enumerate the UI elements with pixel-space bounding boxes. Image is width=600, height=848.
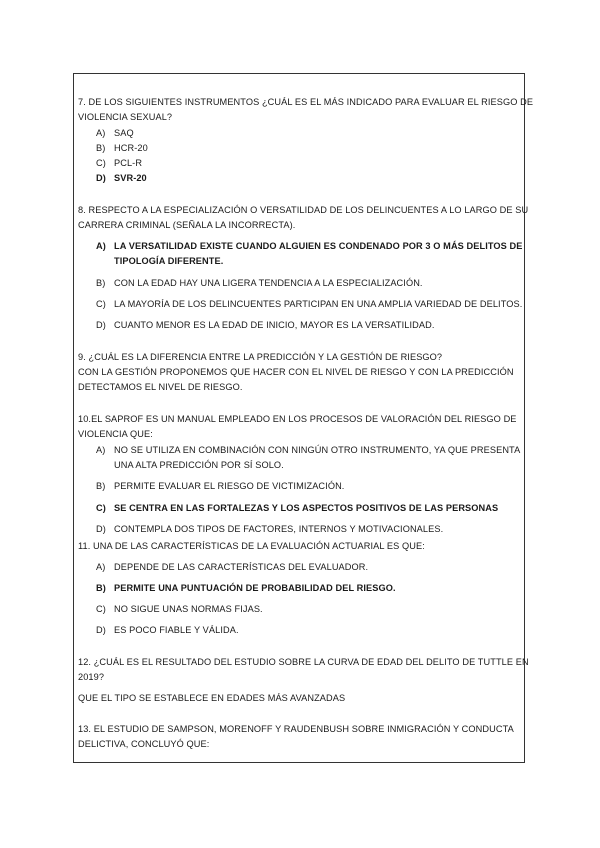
q11-option-b: PERMITE UNA PUNTUACIÓN DE PROBABILIDAD DEL RIESGO. bbox=[114, 583, 396, 593]
q8-option-c-letter: C) bbox=[96, 299, 106, 309]
q10-option-c: SE CENTRA EN LAS FORTALEZAS Y LOS ASPECTOS POSITIVOS DE LAS PERSONAS bbox=[114, 503, 499, 513]
q10-option-a: NO SE UTILIZA EN COMBINACIÓN CON NINGÚN OTRO INSTRUMENTO, YA QUE PRESENTA bbox=[114, 445, 521, 455]
q8-option-d: CUANTO MENOR ES LA EDAD DE INICIO, MAYOR ES LA VERSATILIDAD. bbox=[114, 320, 435, 330]
q7-option-a: SAQ bbox=[114, 128, 134, 138]
q7-option-b-letter: B) bbox=[96, 143, 106, 153]
q11-text: 11. UNA DE LAS CARACTERÍSTICAS DE LA EVALUACIÓN ACTUARIAL ES QUE: bbox=[78, 541, 425, 551]
q9-answer: CON LA GESTIÓN PROPONEMOS QUE HACER CON EL NIVEL DE RIESGO Y CON LA PREDICCIÓN bbox=[78, 367, 514, 377]
q12-text-cont: 2019? bbox=[78, 672, 105, 682]
q7-option-c: PCL-R bbox=[114, 158, 143, 168]
q8-text: 8. RESPECTO A LA ESPECIALIZACIÓN O VERSATILIDAD DE LOS DELINCUENTES A LO LARGO DE SU bbox=[78, 205, 529, 215]
q7-option-a-letter: A) bbox=[96, 128, 106, 138]
q10-option-b-letter: B) bbox=[96, 481, 106, 491]
q10-option-d-letter: D) bbox=[96, 524, 106, 534]
q11-option-b-letter: B) bbox=[96, 583, 106, 593]
q8-option-c: LA MAYORÍA DE LOS DELINCUENTES PARTICIPAN EN UNA AMPLIA VARIEDAD DE DELITOS. bbox=[114, 299, 523, 309]
q7-option-b: HCR-20 bbox=[114, 143, 148, 153]
q10-option-c-letter: C) bbox=[96, 503, 106, 513]
q11-option-a: DEPENDE DE LAS CARACTERÍSTICAS DEL EVALUADOR. bbox=[114, 562, 369, 572]
q11-option-d-letter: D) bbox=[96, 625, 106, 635]
q7-option-d: SVR-20 bbox=[114, 173, 147, 183]
q8-option-d-letter: D) bbox=[96, 320, 106, 330]
q7-option-c-letter: C) bbox=[96, 158, 106, 168]
q12-text: 12. ¿CUÁL ES EL RESULTADO DEL ESTUDIO SOBRE LA CURVA DE EDAD DEL DELITO DE TUTTLE EN bbox=[78, 657, 529, 667]
q9-text: 9. ¿CUÁL ES LA DIFERENCIA ENTRE LA PREDICCIÓN Y LA GESTIÓN DE RIESGO? bbox=[78, 352, 443, 362]
q10-option-a-cont: UNA ALTA PREDICCIÓN POR SÍ SOLO. bbox=[114, 460, 284, 470]
q9-answer-cont: DETECTAMOS EL NIVEL DE RIESGO. bbox=[78, 382, 243, 392]
q12-answer: QUE EL TIPO SE ESTABLECE EN EDADES MÁS AVANZADAS bbox=[78, 693, 346, 703]
q11-option-c: NO SIGUE UNAS NORMAS FIJAS. bbox=[114, 604, 263, 614]
q8-option-b-letter: B) bbox=[96, 278, 106, 288]
q13-text-cont: DELICTIVA, CONCLUYÓ QUE: bbox=[78, 739, 210, 749]
q13-text: 13. EL ESTUDIO DE SAMPSON, MORENOFF Y RAUDENBUSH SOBRE INMIGRACIÓN Y CONDUCTA bbox=[78, 724, 514, 734]
q10-text: 10.EL SAPROF ES UN MANUAL EMPLEADO EN LOS PROCESOS DE VALORACIÓN DEL RIESGO DE bbox=[78, 414, 517, 424]
q7-option-d-letter: D) bbox=[96, 173, 106, 183]
q10-text-cont: VIOLENCIA QUE: bbox=[78, 429, 153, 439]
q8-option-a: LA VERSATILIDAD EXISTE CUANDO ALGUIEN ES CONDENADO POR 3 O MÁS DELITOS DE bbox=[114, 241, 523, 251]
q8-option-a-letter: A) bbox=[96, 241, 106, 251]
q10-option-b: PERMITE EVALUAR EL RIESGO DE VICTIMIZACIÓN. bbox=[114, 481, 345, 491]
q8-option-a-cont: TIPOLOGÍA DIFERENTE. bbox=[114, 256, 224, 266]
q7-text: 7. DE LOS SIGUIENTES INSTRUMENTOS ¿CUÁL ES EL MÁS INDICADO PARA EVALUAR EL RIESGO DE bbox=[78, 97, 534, 107]
q10-option-a-letter: A) bbox=[96, 445, 106, 455]
q8-option-b: CON LA EDAD HAY UNA LIGERA TENDENCIA A LA ESPECIALIZACIÓN. bbox=[114, 278, 423, 288]
q8-text-cont: CARRERA CRIMINAL (SEÑALA LA INCORRECTA). bbox=[78, 220, 296, 230]
q11-option-d: ES POCO FIABLE Y VÁLIDA. bbox=[114, 625, 239, 635]
q11-option-a-letter: A) bbox=[96, 562, 106, 572]
q11-option-c-letter: C) bbox=[96, 604, 106, 614]
q7-text-cont: VIOLENCIA SEXUAL? bbox=[78, 112, 173, 122]
q10-option-d: CONTEMPLA DOS TIPOS DE FACTORES, INTERNOS Y MOTIVACIONALES. bbox=[114, 524, 444, 534]
